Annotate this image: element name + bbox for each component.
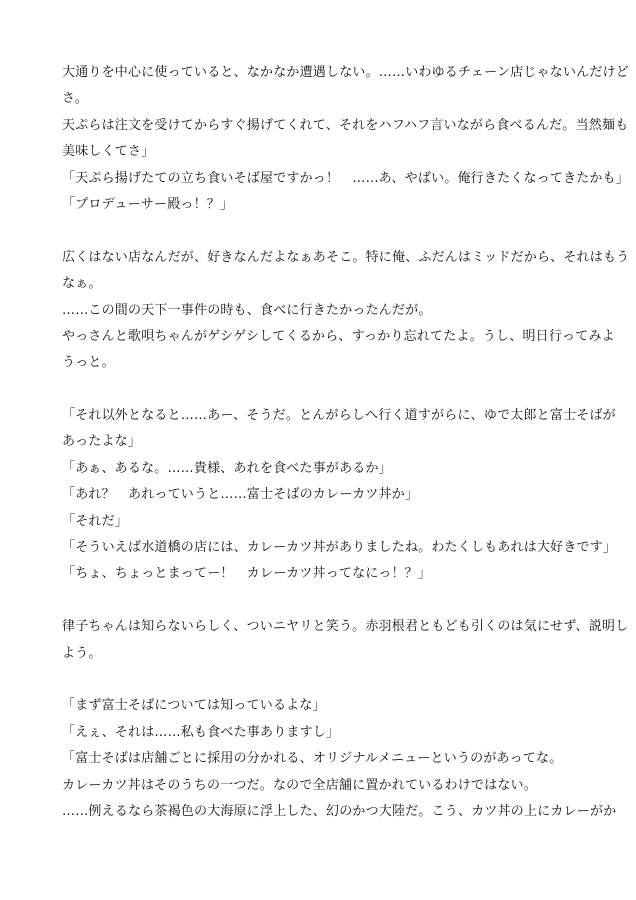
text-line: 「あぁ、あるな。……貴様、あれを食べた事があるか」 <box>62 460 392 476</box>
text-line: さ。 <box>62 91 88 107</box>
text-line: 「富士そばは店舗ごとに採用の分かれる、オリジナルメニューというのがあってな。 <box>62 751 563 767</box>
body-text <box>62 60 630 825</box>
text-line: 「ちょ、ちょっとまってー！ カレーカツ丼ってなにっ！？」 <box>62 566 432 582</box>
text-line: やっさんと歌唄ちゃんがゲシゲシしてくるから、すっかり忘れてたよ。うし、明日行ってみよ <box>62 328 615 344</box>
text-line: 大通りを中心に使っていると、なかなか遭遇しない。……いわゆるチェーン店じゃないんだけど <box>62 65 629 80</box>
blank-line <box>62 588 582 614</box>
text-line: ……例えるなら茶褐色の大海原に浮上した、幻のかつ大陸だ。こう、カツ丼の上にカレーがか <box>62 803 617 819</box>
text-line: 広くはない店なんだが、好きなんだよなぁあそこ。特に俺、ふだんはミッドだから、それはもう <box>62 249 630 265</box>
text-line: あったよな」 <box>62 434 142 450</box>
text-line: 「プロデューサー殿っ！？」 <box>62 196 234 212</box>
text-line: 「そういえば水道橋の店には、カレーカツ丼がありましたね。わたくしもあれは大好きです」 <box>62 540 617 556</box>
text-line: よう。 <box>62 645 102 661</box>
blank-line <box>62 377 582 403</box>
text-line: 美味しくてさ」 <box>62 144 155 160</box>
blank-line <box>62 667 582 693</box>
blank-line <box>62 218 582 244</box>
text-line: カレーカツ丼はそのうちの一つだ。なので全店舗に置かれているわけではない。 <box>62 777 537 793</box>
text-line: 「えぇ、それは……私も食べた事ありますし」 <box>62 724 340 740</box>
text-line: ……この間の天下一事件の時も、食べに行きたかったんだが。 <box>62 302 432 318</box>
text-line: なぁ。 <box>62 276 102 292</box>
text-line: 「それだ」 <box>62 513 129 529</box>
text-line: 律子ちゃんは知らないらしく、ついニヤリと笑う。赤羽根君ともども引くのは気にせず、説明し <box>62 619 629 635</box>
text-line: 「天ぷら揚げたての立ち食いそば屋ですかっ！ ……あ、やばい。俺行きたくなってきたかも」 <box>62 170 630 186</box>
text-line: 「それ以外となると……あー、そうだ。とんがらしへ行く道すがらに、ゆで太郎と富士そばが <box>62 408 616 424</box>
text-line: うっと。 <box>62 355 115 371</box>
text-line: 天ぷらは注文を受けてからすぐ揚げてくれて、それをハフハフ言いながら食べるんだ。当然麺も <box>62 117 629 133</box>
text-line: 「あれ？ あれっていうと……富士そばのカレーカツ丼か」 <box>62 487 419 503</box>
text-line: 「まず富士そばについては知っているよな」 <box>62 698 326 714</box>
